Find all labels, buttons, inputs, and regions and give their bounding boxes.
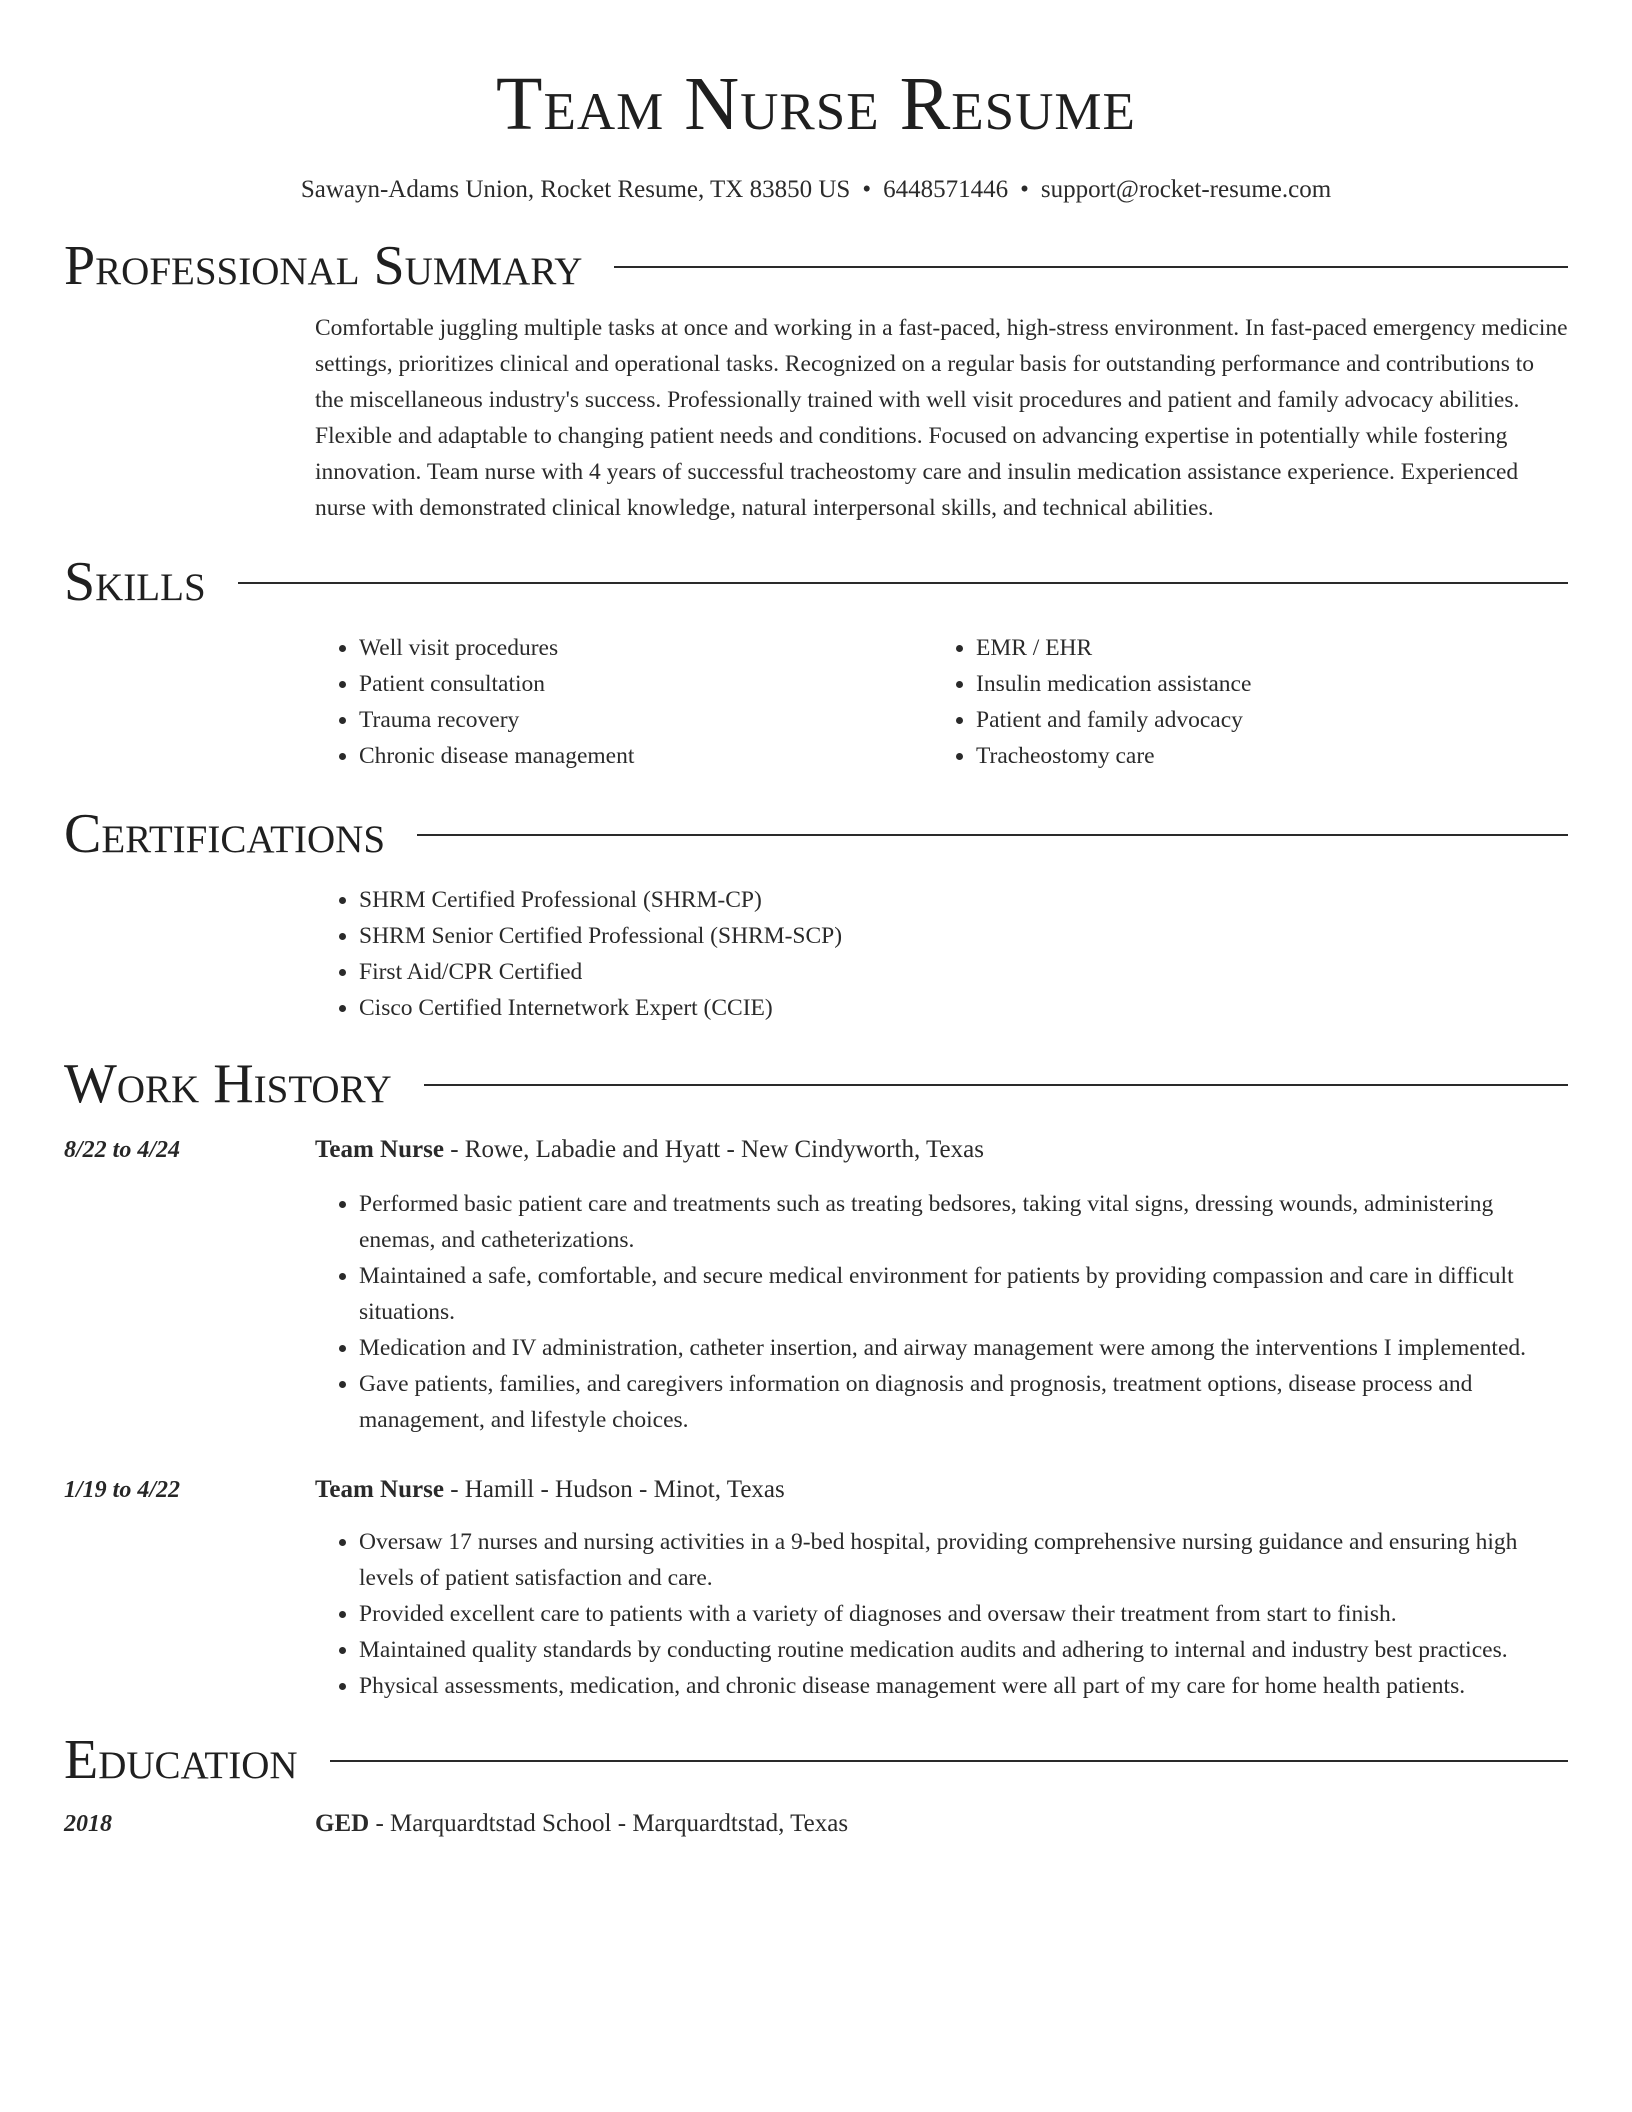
summary-section-title: Professional Summary [64, 235, 583, 297]
skill-item: • EMR / EHR [976, 630, 1549, 666]
work-dates: 8/22 to 4/24 [64, 1137, 181, 1163]
skill-item: • Patient and family advocacy [976, 702, 1549, 738]
skills-column-right [932, 630, 1549, 774]
work-bullet: • Medication and IV administration, catheter insertion, and airway management were among the interventions I implemented. [359, 1330, 1568, 1366]
skill-item: • Tracheostomy care [976, 738, 1549, 774]
section-divider [614, 266, 1568, 268]
work-entry-body [315, 1132, 1568, 1438]
skill-item: • Insulin medication assistance [976, 666, 1549, 702]
work-bullet: • Performed basic patient care and treatments such as treating bedsores, taking vital signs, dressing wounds, administering enemas, and catheterizations. [359, 1186, 1568, 1258]
section-divider [330, 1760, 1568, 1762]
section-divider [238, 582, 1568, 584]
skill-item: • Trauma recovery [359, 702, 932, 738]
work-section-title: Work History [64, 1053, 392, 1115]
work-entry [64, 1472, 1568, 1704]
section-divider [424, 1084, 1568, 1086]
job-employer: - Hamill - Hudson - Minot, Texas [443, 1476, 785, 1503]
resume-page [64, 0, 1568, 1842]
contact-email: support@rocket-resume.com [1040, 176, 1332, 203]
contact-separator: • [1020, 176, 1029, 203]
work-bullet: • Gave patients, families, and caregivers information on diagnosis and prognosis, treatment options, disease process and management, and lifestyle choices. [359, 1366, 1568, 1438]
contact-address: Sawayn-Adams Union, Rocket Resume, TX 83850 US [300, 176, 851, 203]
work-section-header [64, 1052, 1568, 1116]
skills-list [315, 630, 1568, 774]
skills-column-left [315, 630, 932, 774]
contact-line [64, 174, 1568, 206]
certification-item: • SHRM Senior Certified Professional (SHRM-SCP) [359, 918, 1568, 954]
certifications-section-title: Certifications [64, 803, 386, 865]
work-bullet: • Maintained quality standards by conducting routine medication audits and adhering to internal and industry best practices. [359, 1632, 1568, 1668]
job-role: Team Nurse [315, 1136, 444, 1163]
education-degree: GED [315, 1810, 370, 1837]
certifications-list [315, 882, 1568, 1026]
education-school: - Marquardtstad School - Marquardtstad, Texas [369, 1810, 849, 1837]
contact-separator: • [862, 176, 872, 203]
skill-item: • Patient consultation [359, 666, 932, 702]
work-entry-body [315, 1472, 1568, 1704]
certifications-section-header [64, 802, 1568, 866]
skill-item: • Well visit procedures [359, 630, 932, 666]
education-title-line [315, 1806, 1568, 1842]
work-title-line [315, 1132, 1568, 1168]
work-bullet: • Physical assessments, medication, and chronic disease management were all part of my care for home health patients. [359, 1668, 1568, 1704]
work-bullet: • Oversaw 17 nurses and nursing activities in a 9-bed hospital, providing comprehensive nursing guidance and ensuring high levels of patient satisfaction and care. [359, 1524, 1568, 1596]
certification-item: • First Aid/CPR Certified [359, 954, 1568, 990]
resume-name: Team Nurse Resume [496, 62, 1136, 146]
work-bullet: • Maintained a safe, comfortable, and secure medical environment for patients by providing compassion and care in difficult situations. [359, 1258, 1568, 1330]
education-entry-body [315, 1806, 1568, 1842]
skills-section-header [64, 550, 1568, 614]
skill-item: • Chronic disease management [359, 738, 932, 774]
work-entry [64, 1132, 1568, 1438]
section-divider [417, 834, 1568, 836]
summary-text: Comfortable juggling multiple tasks at once and working in a fast-paced, high-stress environment. In fast-paced emergency medicine settings, prioritizes clinical and operational tasks. Recognized on a regular basis for outstanding performance and contributions to the miscellaneous industry's success. Professionally trained with well visit procedures and patient and family advocacy abilities. Flexible and adaptable to changing patient needs and conditions. Focused on advancing expertise in potentially while fostering innovation. Team nurse with 4 years of successful tracheostomy care and insulin medication assistance experience. Experienced nurse with demonstrated clinical knowledge, natural interpersonal skills, and technical abilities. [315, 315, 1568, 521]
summary-section [315, 310, 1568, 526]
education-entry [64, 1806, 1568, 1842]
education-section-title: Education [64, 1729, 298, 1791]
education-section-header [64, 1728, 1568, 1792]
work-bullet: • Provided excellent care to patients with a variety of diagnoses and oversaw their treatment from start to finish. [359, 1596, 1568, 1632]
job-employer: - Rowe, Labadie and Hyatt - New Cindyworth, Texas [443, 1136, 984, 1163]
certification-item: • SHRM Certified Professional (SHRM-CP) [359, 882, 1568, 918]
job-role: Team Nurse [315, 1476, 444, 1503]
contact-phone: 6448571446 [883, 176, 1009, 203]
certification-item: • Cisco Certified Internetwork Expert (CCIE) [359, 990, 1568, 1026]
work-title-line [315, 1472, 1568, 1508]
education-year: 2018 [64, 1811, 112, 1837]
skills-section-title: Skills [64, 551, 206, 613]
work-dates: 1/19 to 4/22 [64, 1477, 181, 1503]
summary-section-header [64, 234, 1568, 298]
